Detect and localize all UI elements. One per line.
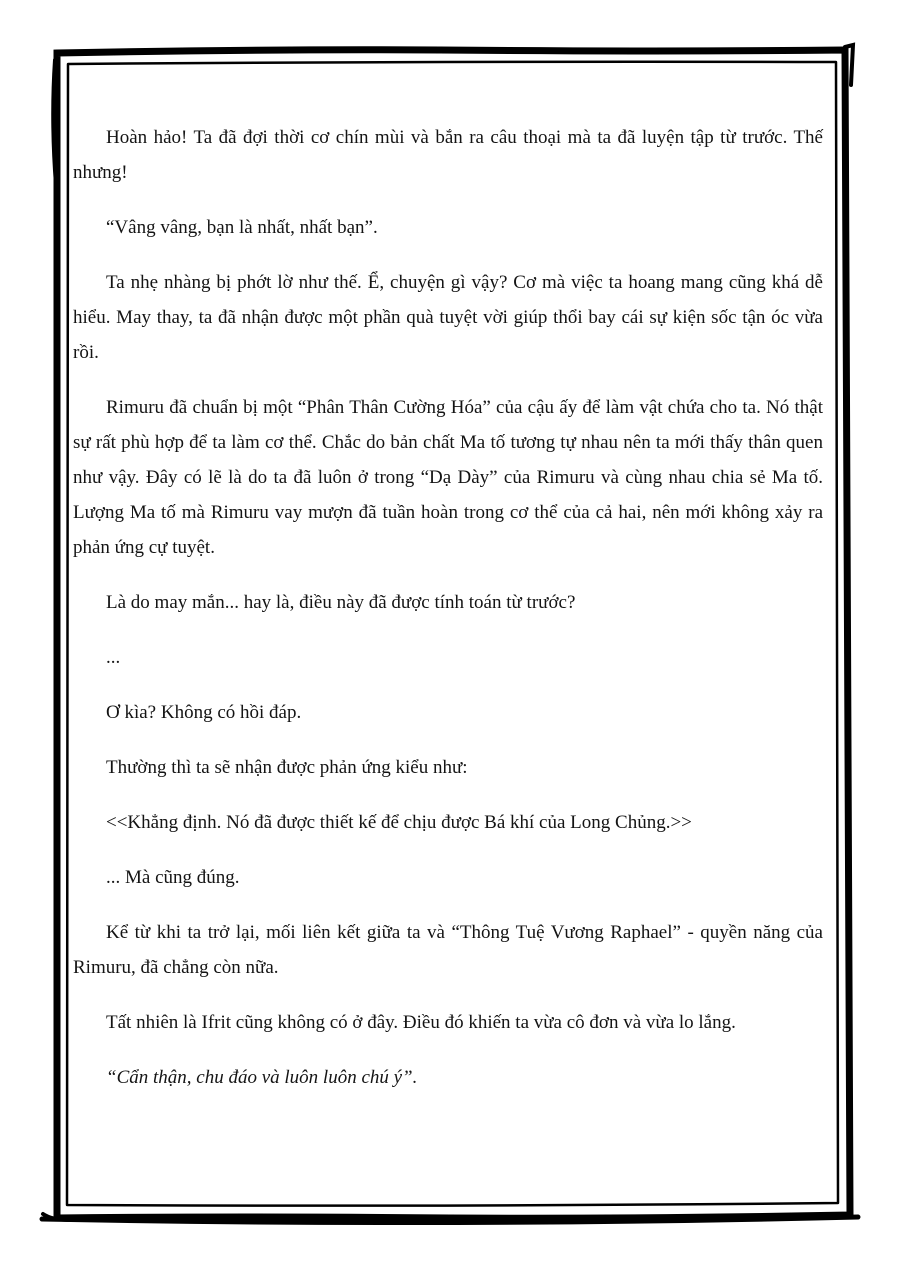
paragraph: Tất nhiên là Ifrit cũng không có ở đây. Điều đó khiến ta vừa cô đơn và vừa lo lắng.: [106, 1012, 736, 1033]
paragraph: Là do may mắn... hay là, điều này đã được tính toán từ trước?: [106, 592, 576, 613]
paragraph: Kể từ khi ta trở lại, mối liên kết giữa ta và “Thông Tuệ Vương Raphael” - quyền năng của Rimuru, đã chẳng còn nữa.: [73, 922, 823, 978]
paragraph: Rimuru đã chuẩn bị một “Phân Thân Cường Hóa” của cậu ấy để làm vật chứa cho ta. Nó thật sự rất phù hợp để ta làm cơ thể. Chắc do bản chất Ma tố tương tự nhau nên ta mới thấy thân quen như vậy. Đây có lẽ là do ta đã luôn ở trong “Dạ Dày” của Rimuru và cùng nhau chia sẻ Ma tố. Lượng Ma tố mà Rimuru vay mượn đã tuần hoàn trong cơ thể của cả hai, nên mới không xảy ra phản ứng cự tuyệt.: [73, 397, 823, 558]
paragraph: Thường thì ta sẽ nhận được phản ứng kiểu như:: [106, 757, 468, 778]
paragraph: ...: [106, 647, 121, 668]
paragraph-italic-quote: “Cẩn thận, chu đáo và luôn luôn chú ý”.: [106, 1067, 418, 1088]
paragraph: <<Khẳng định. Nó đã được thiết kế để chịu được Bá khí của Long Chủng.>>: [106, 812, 692, 833]
corner-tick-bottom-left: [43, 1214, 80, 1220]
paragraph: “Vâng vâng, bạn là nhất, nhất bạn”.: [106, 217, 378, 238]
outer-border-top-accent: [180, 49, 560, 52]
outer-border-bottom-accent: [42, 1217, 858, 1223]
paragraph: ... Mà cũng đúng.: [106, 867, 240, 888]
page-text-content: [73, 120, 823, 1115]
paragraph: Ơ kìa? Không có hồi đáp.: [106, 702, 302, 723]
corner-tick-top-right: [845, 45, 853, 85]
paragraph: Hoàn hảo! Ta đã đợi thời cơ chín mùi và bắn ra câu thoại mà ta đã luyện tập từ trước. Thế nhưng!: [73, 127, 823, 183]
corner-tick-top-left: [53, 60, 56, 185]
paragraph: Ta nhẹ nhàng bị phớt lờ như thế. Ể, chuyện gì vậy? Cơ mà việc ta hoang mang cũng khá dễ hiểu. May thay, ta đã nhận được một phần quà tuyệt vời giúp thổi bay cái sự kiện sốc tận óc vừa rồi.: [73, 272, 823, 363]
